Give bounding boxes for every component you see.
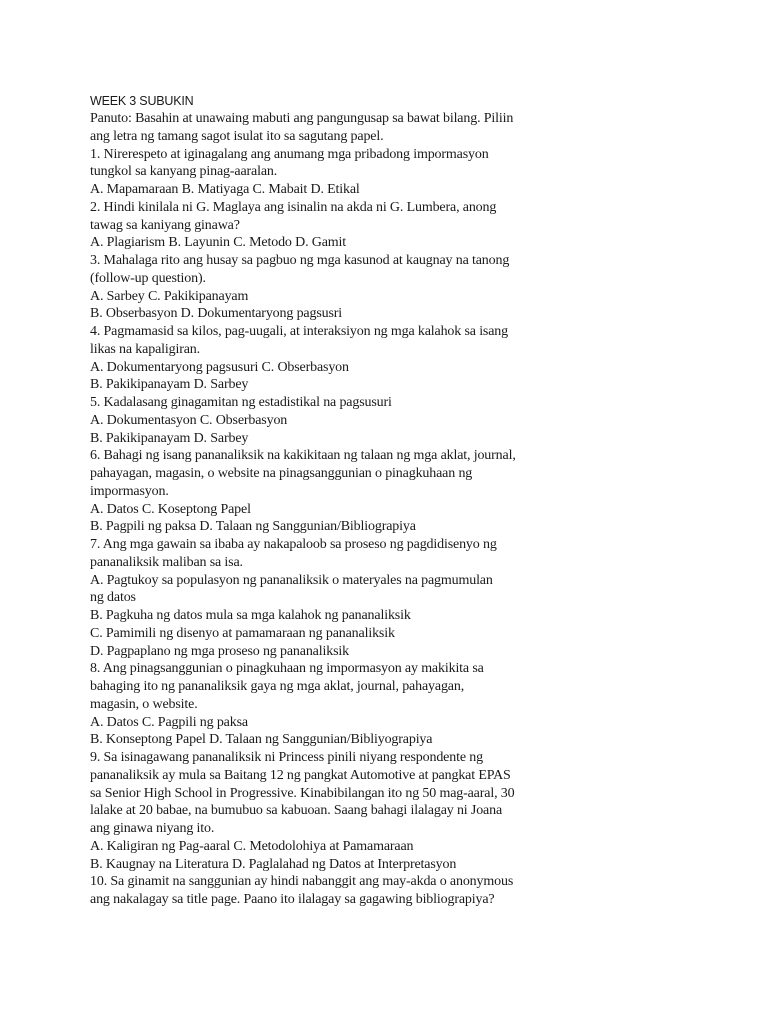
body-line: A. Dokumentaryong pagsusuri C. Obserbasyon <box>90 359 349 375</box>
body-line: 9. Sa isinagawang pananaliksik ni Princess pinili niyang respondente ng <box>90 750 483 765</box>
body-line: 2. Hindi kinilala ni G. Maglaya ang isinalin na akda ni G. Lumbera, anong <box>90 199 497 215</box>
body-line: A. Sarbey C. Pakikipanayam <box>90 288 249 304</box>
body-line: B. Pakikipanayam D. Sarbey <box>90 430 249 446</box>
body-line: (follow-up question). <box>90 270 206 286</box>
body-line: D. Pagpaplano ng mga proseso ng pananaliksik <box>90 643 349 659</box>
body-line: A. Plagiarism B. Layunin C. Metodo D. Gamit <box>90 235 347 251</box>
body-line: A. Pagtukoy sa populasyon ng pananaliksik o materyales na pagmumulan <box>90 572 493 588</box>
body-line: bahaging ito ng pananaliksik gaya ng mga aklat, journal, pahayagan, <box>90 679 465 694</box>
body-line: A. Mapamaraan B. Matiyaga C. Mabait D. Etikal <box>90 182 360 197</box>
body-line: ng datos <box>90 590 136 606</box>
body-line: 8. Ang pinagsanggunian o pinagkuhaan ng impormasyon ay makikita sa <box>90 661 484 677</box>
body-line: lalake at 20 babae, na bumubuo sa kabuoan. Saang bahagi ilalagay ni Joana <box>90 803 503 819</box>
body-line: impormasyon. <box>90 483 169 499</box>
body-line: sa Senior High School in Progressive. Kinabibilangan ito ng 50 mag-aaral, 30 <box>90 785 515 801</box>
body-line: likas na kapaligiran. <box>90 341 200 357</box>
body-line: tungkol sa kanyang pinag-aaralan. <box>90 164 278 180</box>
document-heading: WEEK 3 SUBUKIN <box>90 94 194 108</box>
body-line: B. Pagkuha ng datos mula sa mga kalahok ng pananaliksik <box>90 608 411 623</box>
body-line: B. Konseptong Papel D. Talaan ng Sanggunian/Bibliyograpiya <box>90 732 433 748</box>
body-line: B. Obserbasyon D. Dokumentaryong pagsusri <box>90 306 343 322</box>
document-page <box>90 92 690 909</box>
body-line: A. Dokumentasyon C. Obserbasyon <box>90 412 288 428</box>
body-line: B. Kaugnay na Literatura D. Paglalahad ng Datos at Interpretasyon <box>90 856 457 872</box>
body-line: tawag sa kaniyang ginawa? <box>90 217 240 233</box>
body-line: B. Pagpili ng paksa D. Talaan ng Sanggunian/Bibliograpiya <box>90 519 416 535</box>
document-body <box>90 110 690 909</box>
body-line: 10. Sa ginamit na sanggunian ay hindi nabanggit ang may-akda o anonymous <box>90 874 514 890</box>
body-line: 6. Bahagi ng isang pananaliksik na kakikitaan ng talaan ng mga aklat, journal, <box>90 448 516 464</box>
body-line: Panuto: Basahin at unawaing mabuti ang pangungusap sa bawat bilang. Piliin <box>90 111 514 126</box>
body-line: 4. Pagmamasid sa kilos, pag-uugali, at interaksiyon ng mga kalahok sa isang <box>90 324 508 339</box>
body-line: A. Datos C. Koseptong Papel <box>90 501 251 517</box>
body-line: ang ginawa niyang ito. <box>90 821 215 836</box>
body-line: A. Datos C. Pagpili ng paksa <box>90 714 248 730</box>
body-line: pananaliksik maliban sa isa. <box>90 554 243 570</box>
body-line: pahayagan, magasin, o website na pinagsanggunian o pinagkuhaan ng <box>90 466 473 481</box>
body-line: 3. Mahalaga rito ang husay sa pagbuo ng mga kasunod at kaugnay na tanong <box>90 253 510 268</box>
body-line: C. Pamimili ng disenyo at pamamaraan ng pananaliksik <box>90 625 395 641</box>
body-line: magasin, o website. <box>90 696 198 712</box>
body-line: pananaliksik ay mula sa Baitang 12 ng pangkat Automotive at pangkat EPAS <box>90 767 511 783</box>
body-line: ang nakalagay sa title page. Paano ito ilalagay sa gagawing bibliograpiya? <box>90 892 495 907</box>
body-line: 5. Kadalasang ginagamitan ng estadistikal na pagsusuri <box>90 395 392 410</box>
body-line: ang letra ng tamang sagot isulat ito sa sagutang papel. <box>90 128 384 144</box>
body-line: B. Pakikipanayam D. Sarbey <box>90 377 249 393</box>
body-line: 1. Nirerespeto at iginagalang ang anumang mga pribadong impormasyon <box>90 146 489 162</box>
body-line: 7. Ang mga gawain sa ibaba ay nakapaloob sa proseso ng pagdidisenyo ng <box>90 537 497 552</box>
body-line: A. Kaligiran ng Pag-aaral C. Metodolohiya at Pamamaraan <box>90 838 414 854</box>
